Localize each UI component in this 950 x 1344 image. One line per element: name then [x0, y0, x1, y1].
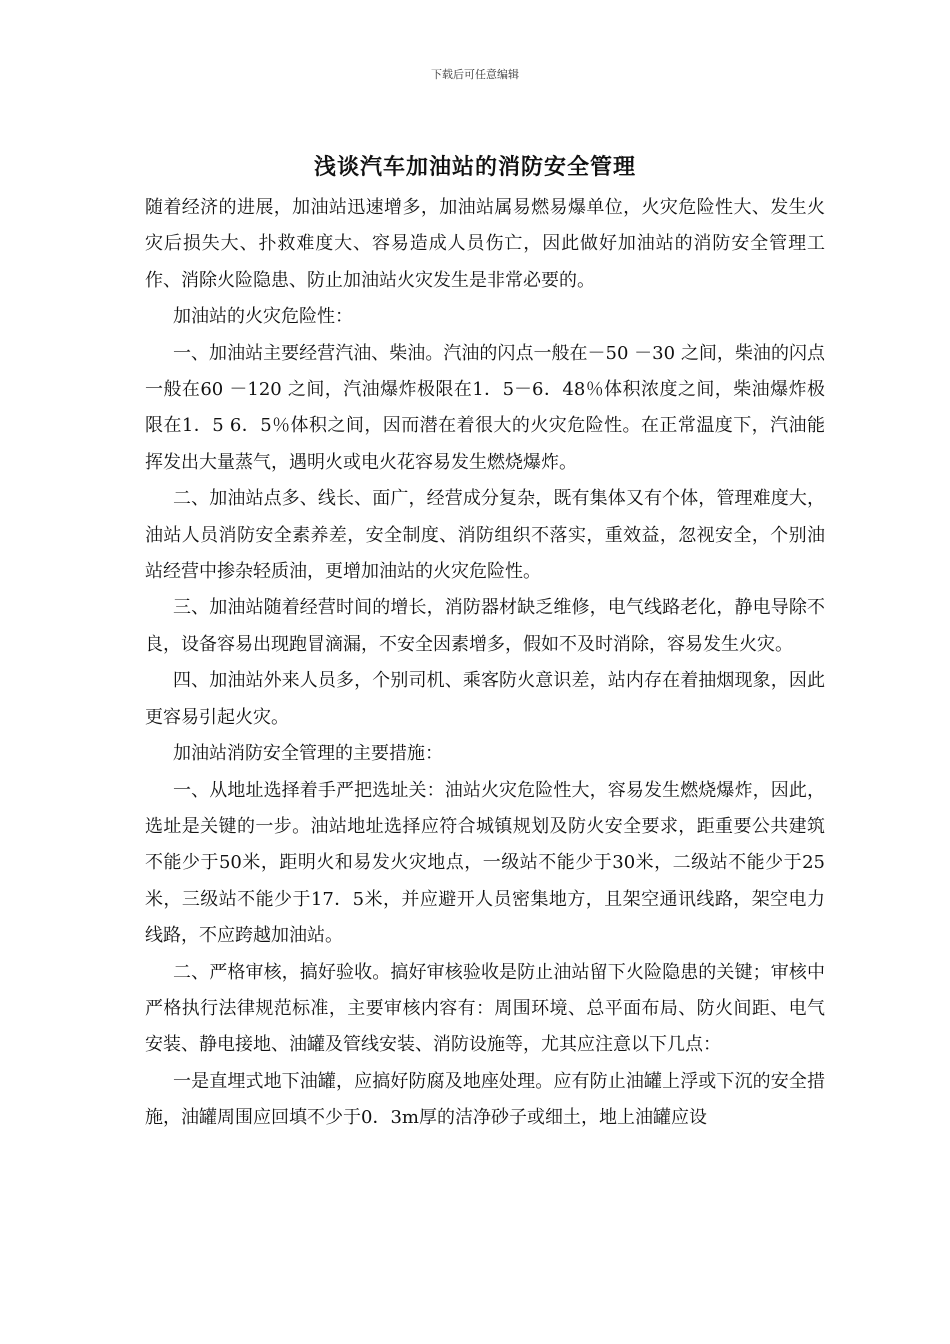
paragraph: 二、严格审核，搞好验收。搞好审核验收是防止油站留下火险隐患的关键；审核中严格执行法律规范标准，主要审核内容有：周围环境、总平面布局、防火间距、电气安装、静电接地、油罐及管线安装、消防设施等，尤其应注意以下几点：: [145, 961, 825, 1056]
paragraph: 加油站的火灾危险性：: [173, 306, 353, 328]
paragraph: 二、加油站点多、线长、面广，经营成分复杂，既有集体又有个体，管理难度大，油站人员消防安全素养差，安全制度、消防组织不落实，重效益，忽视安全，个别油站经营中掺杂轻质油，更增加油站的火灾危险性。: [145, 488, 825, 583]
paragraph: 一是直埋式地下油罐，应搞好防腐及地座处理。应有防止油罐上浮或下沉的安全措施，油罐周围应回填不少于0．3m厚的洁净砂子或细土，地上油罐应设: [145, 1070, 825, 1129]
paragraph: 一、加油站主要经营汽油、柴油。汽油的闪点一般在－50 －30 之间，柴油的闪点一般在60 －120 之间，汽油爆炸极限在1．5－6．48％体积浓度之间，柴油爆炸极限在1．5 6．5％体积之间，因而潜在着很大的火灾危险性。在正常温度下，汽油能挥发出大量蒸气，遇明火或电火花容易发生燃烧爆炸。: [145, 342, 825, 473]
document-title: 浅谈汽车加油站的消防安全管理: [313, 154, 636, 180]
paragraph: 一、从地址选择着手严把选址关：油站火灾危险性大，容易发生燃烧爆炸，因此，选址是关键的一步。油站地址选择应符合城镇规划及防火安全要求，距重要公共建筑不能少于50米，距明火和易发火灾地点，一级站不能少于30米，二级站不能少于25米，三级站不能少于17．5米，并应避开人员密集地方，且架空通讯线路，架空电力线路，不应跨越加油站。: [145, 779, 825, 947]
paragraph: 随着经济的进展，加油站迅速增多，加油站属易燃易爆单位，火灾危险性大、发生火灾后损失大、扑救难度大、容易造成人员伤亡，因此做好加油站的消防安全管理工作、消除火险隐患、防止加油站火灾发生是非常必要的。: [145, 197, 825, 291]
paragraph: 三、加油站随着经营时间的增长，消防器材缺乏维修，电气线路老化，静电导除不良，设备容易出现跑冒滴漏，不安全因素增多，假如不及时消除，容易发生火灾。: [145, 597, 825, 655]
paragraph: 四、加油站外来人员多，个别司机、乘客防火意识差，站内存在着抽烟现象，因此更容易引起火灾。: [145, 670, 825, 728]
document-body: [145, 190, 825, 1137]
paragraph: 加油站消防安全管理的主要措施：: [173, 743, 443, 765]
header-note: 下载后可任意编辑: [431, 68, 519, 81]
